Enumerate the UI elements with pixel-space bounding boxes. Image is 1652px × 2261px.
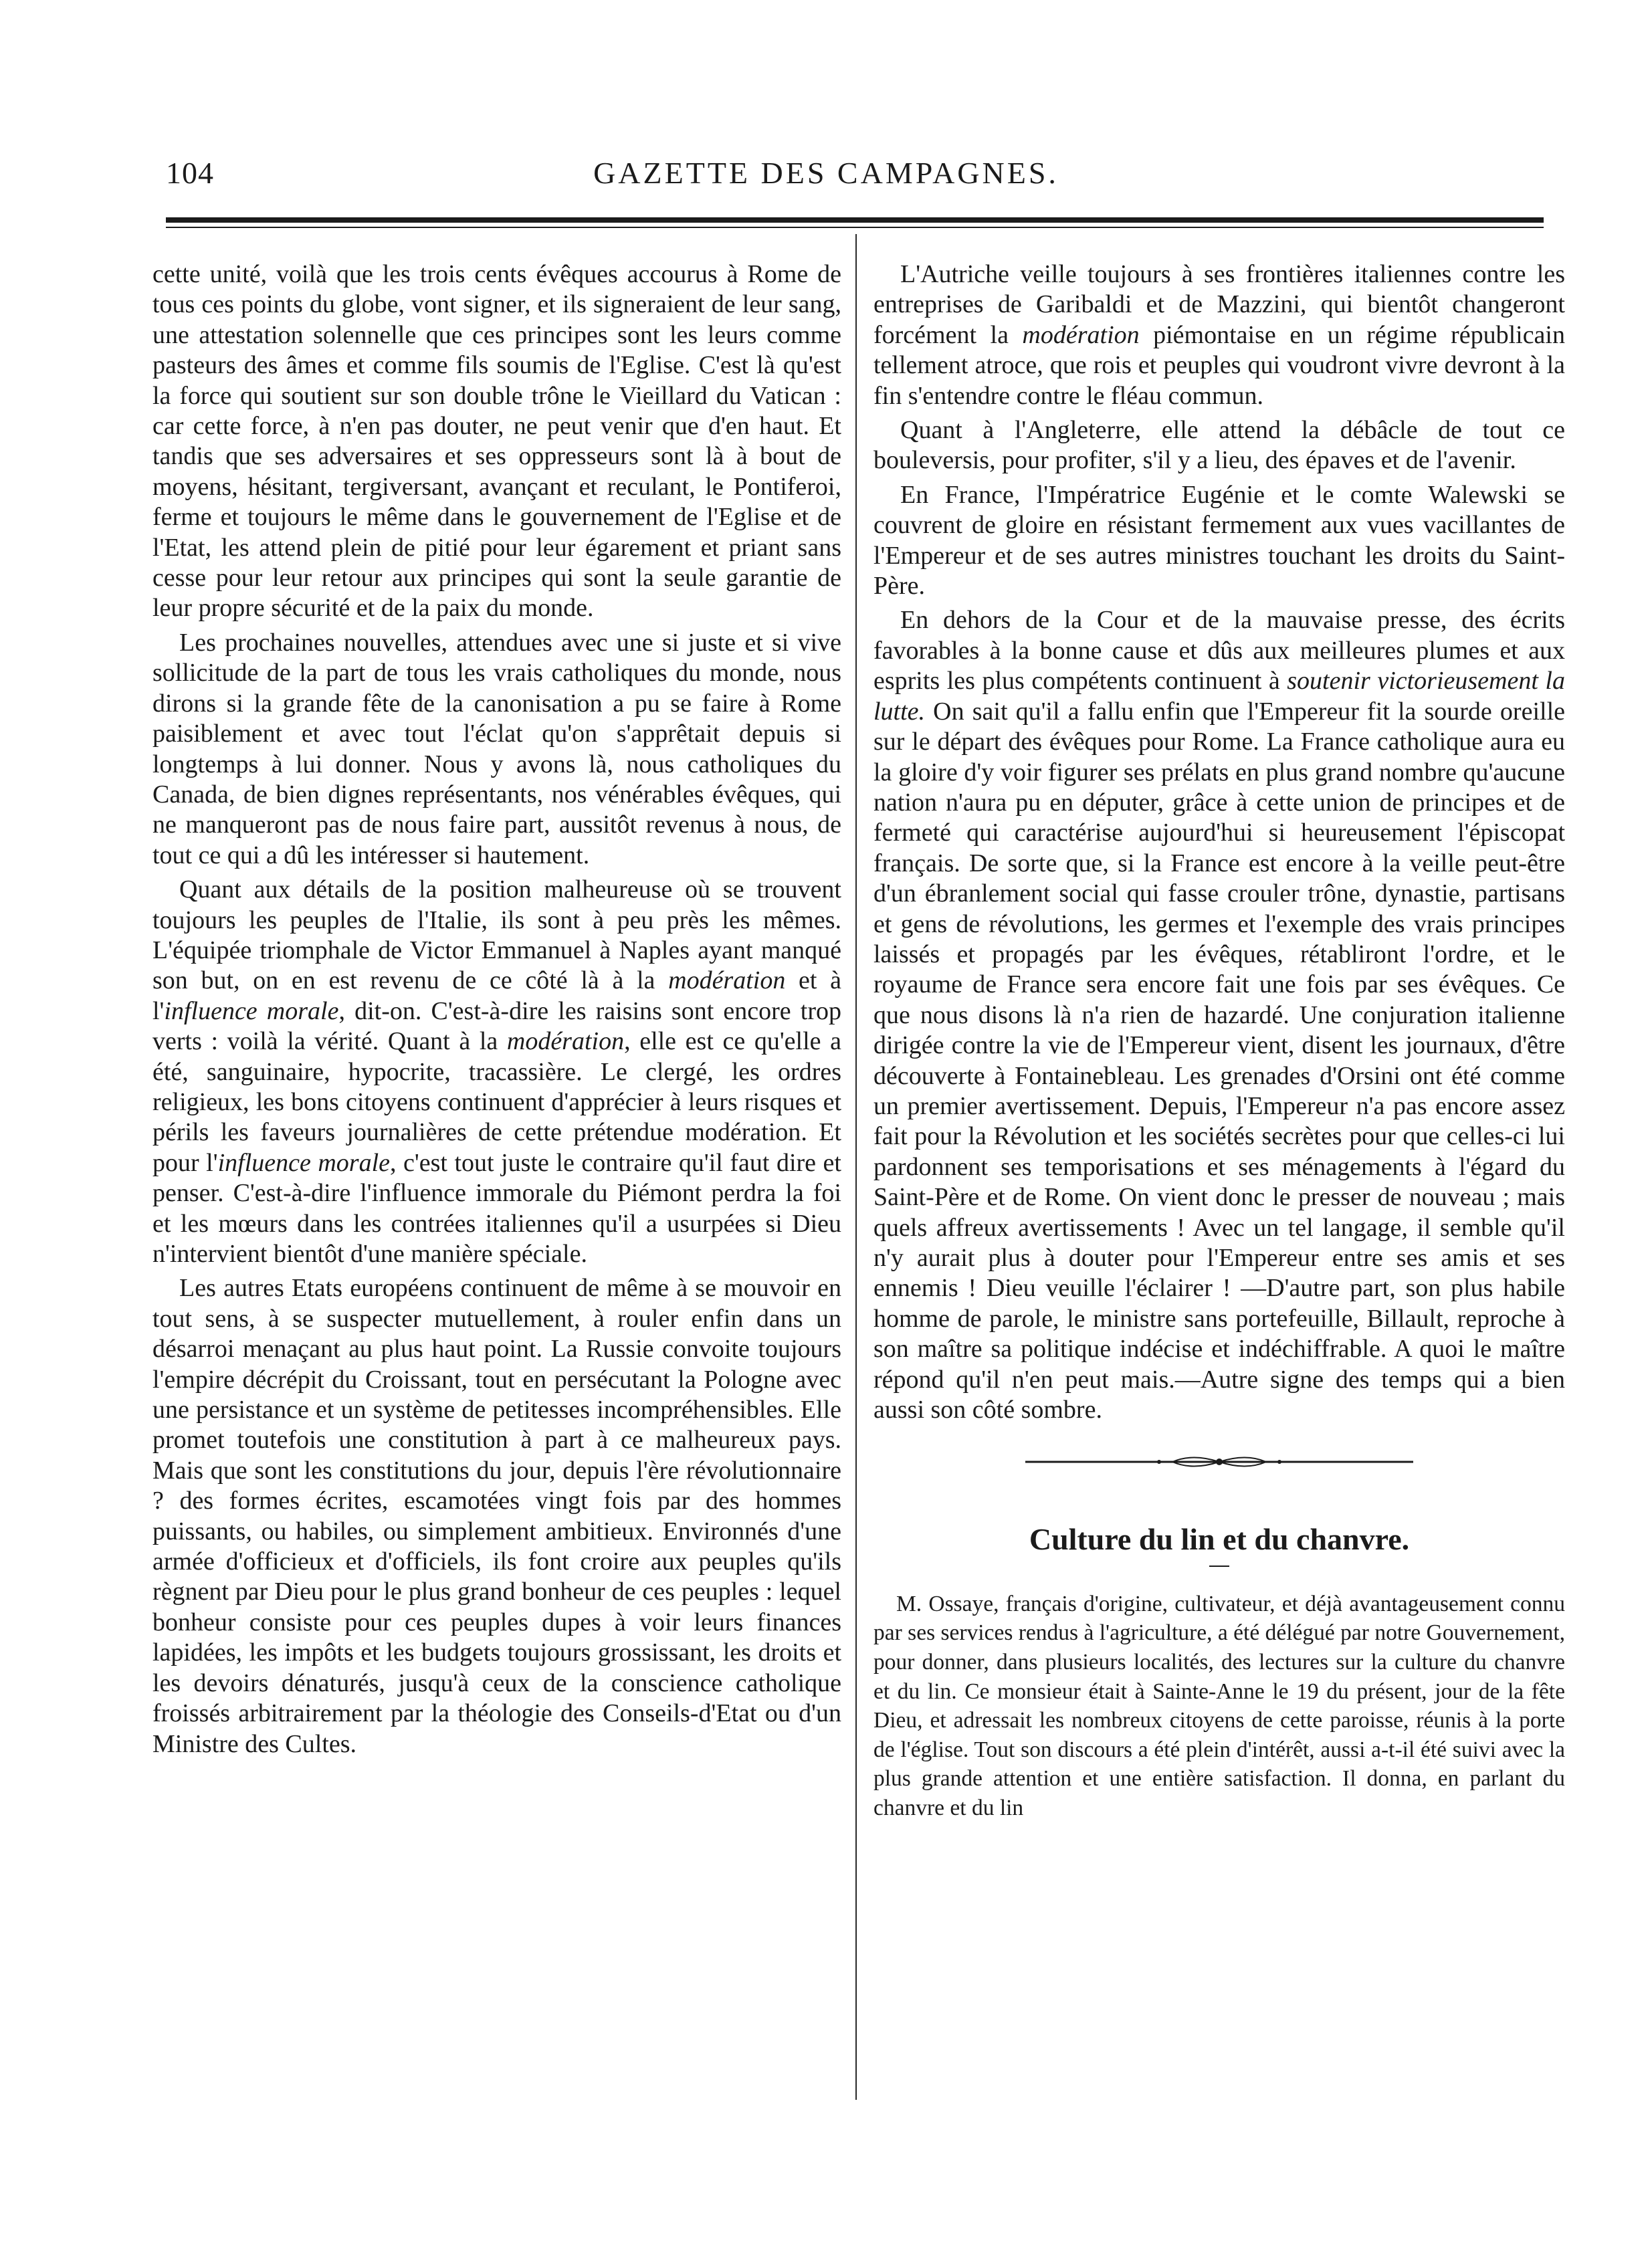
text-run: On sait qu'il a fallu enfin que l'Empereur fit la sourde oreille sur le départ des évêques pour Rome. La France catholique aura eu la gloire d'y voir figurer ses prélats en plus grand nombre qu'aucune nation n'aura pu en députer, grâce à cette union de principes et de fermeté qui caractérise aujourd'hui si heureusement l'épiscopat français. De sorte que, si la France est encore à la veille peut-être d'un ébranlement social qui fasse crouler trône, dynastie, partisans et gens de révolutions, les germes et l'exemple des vrais principes laissés et propagés par les évêques, rétabliront l'ordre, et le royaume de France sera encore fait une fois par ses évêques. Ce que nous disons là n'a rien de hazardé. Une conjuration italienne dirigée contre la vie de l'Empereur vient, disent les journaux, d'être découverte à Fontainebleau. Les grenades d'Orsini ont été comme un premier avertissement. Depuis, l'Empereur n'a pas encore assez fait pour la Révolution et les sociétés secrètes pour que celles-ci lui pardonnent ses temporisations et ses ménagements à l'égard du Saint-Père et de Rome. On vient donc le presser de nouveau ; mais quels affreux avertissements ! Avec un tel langage, il semble qu'il n'y aurait plus à douter pour l'Empereur entre ses amis et ses ennemis ! Dieu veuille l'éclairer ! —D'autre part, son plus habile homme de parole, le ministre sans portefeuille, Billault, reproche à son maître sa politique indécise et indéchiffrable. A quoi le maître répond qu'il n'en peut mais.—Autre signe des temps qui a bien aussi son côté sombre. [873,697,1565,1424]
text-run: Quant à l'Angleterre, elle attend la débâcle de tout ce bouleversis, pour profiter, s'il y a lieu, des épaves et de l'avenir. [873,416,1565,475]
section-heading: Culture du lin et du chanvre. [1029,1522,1410,1557]
text-run: piémontaise en un régime républicain tellement atroce, que rois et peuples qui voudront vivre devront à la fin s'entendre contre le fléau commun. [873,320,1565,410]
article-body [873,1590,1565,1823]
text-run: En France, l'Impératrice Eugénie et le comte Walewski se couvrent de gloire en résistant fermement aux vues vacillantes de l'Empereur et de ses autres ministres touchant les droits du Saint-Père. [873,480,1565,601]
italic-run: soutenir victorieusement la lutte. [873,667,1565,726]
paragraph [152,1273,841,1759]
column-divider [855,234,857,2100]
paragraph [152,628,841,871]
text-run: M. Ossaye, français d'origine, cultivateur, et déjà avantageusement connu par ses services rendus à l'agriculture, a été délégué par notre Gouvernement, pour donner, dans plusieurs localités, des lectures sur la culture du chanvre et du lin. Ce monsieur était à Sainte-Anne le 19 du présent, jour de la fête Dieu, et adressait les nombreux citoyens de cette paroisse, réunis à la porte de l'église. Tout son discours a été plein d'intérêt, aussi a-t-il été suivi avec la plus grande attention et une entière satisfaction. Il donna, en parlant du chanvre et du lin [873,1591,1565,1820]
italic-run: modération [1022,320,1140,349]
italic-run: modération [668,966,786,995]
paragraph [873,415,1565,476]
text-run: En dehors de la Cour et de la mauvaise presse, des écrits favorables à la bonne cause et dûs aux meilleures plumes et aux esprits les plus compétents continuent à [873,606,1565,695]
heading-dash [1209,1566,1229,1567]
header-rule-thin [166,227,1544,228]
text-run: cette unité, voilà que les trois cents évêques accourus à Rome de tous ces points du globe, vont signer, et ils signeraient de leur sang, une attestation solennelle que ces principes sont les leurs comme pasteurs des âmes et comme fils soumis de l'Eglise. C'est là qu'est la force qui soutient sur son double trône le Vieillard du Vatican : car cette force, à n'en pas douter, ne peut venir que d'en haut. Et tandis que ses adversaires et ses oppresseurs sont là à bout de moyens, hésitant, tergiversant, avançant et reculant, le Pontiferoi, ferme et toujours le même dans le gouvernement de l'Eglise et de l'Etat, les attend plein de pitié pour leur égarement et priant sans cesse pour leur retour aux principes qui sont la seule garantie de leur propre sécurité et de la paix du monde. [152,260,841,623]
italic-run: modération [506,1027,625,1056]
right-column [873,259,1565,1823]
paragraph [152,259,841,624]
text-run: Les prochaines nouvelles, attendues avec une si juste et si vive sollicitude de la part de tous les vrais catholiques du monde, nous dirons si la grande fête de la canonisation a pu se faire à Rome paisiblement et avec tout l'éclat qu'on s'apprêtait depuis si longtemps à lui donner. Nous y avons là, nous catholiques du Canada, de bien dignes représentants, nos vénérables évêques, qui ne manqueront pas de nous faire part, aussitôt revenus à nous, de tout ce qui a dû les intéresser si hautement. [152,628,841,869]
text-run: et à l' [152,966,841,1025]
text-run: Quant aux détails de la position malheureuse où se trouvent toujours les peuples de l'Italie, ils sont à peu près les mêmes. L'équipée triomphale de Victor Emmanuel à Naples ayant manqué son but, on en est revenu de ce côté là à la [152,875,841,995]
text-run: L'Autriche veille toujours à ses frontières italiennes contre les entreprises de Garibaldi et de Mazzini, qui bientôt changeront forcément la [873,260,1565,349]
text-run: , dit-on. C'est-à-dire les raisins sont encore trop verts : voilà la vérité. Quant à la [152,996,841,1056]
text-run: , elle est ce qu'elle a été, sanguinaire, hypocrite, tracassière. Le clergé, les ordres religieux, les bons citoyens continuent d'apprécier à leurs risques et périls les faveurs journalières de cette prétendue modération. Et pour l' [152,1027,841,1177]
ornament-rule-icon [1025,1452,1413,1472]
paragraph [873,259,1565,411]
paragraph [152,875,841,1269]
text-run: , c'est tout juste le contraire qu'il faut dire et penser. C'est-à-dire l'influence immorale du Piémont perdra la foi et les mœurs dans les contrées italiennes qu'il a usurpées si Dieu n'intervient bientôt d'une manière spéciale. [152,1148,841,1268]
paragraph [873,605,1565,1425]
italic-run: influence morale [217,1148,391,1177]
left-column [152,259,841,1759]
text-run: Les autres Etats européens continuent de même à se mouvoir en tout sens, à se suspecter mutuellement, à rouler enfin dans un désarroi menaçant au plus haut point. La Russie convoite toujours l'empire décrépit du Croissant, tout en persécutant la Pologne avec une persistance et un système de petitesses incompréhensibles. Elle promet toutefois une constitution à part à ce malheureux pays. Mais que sont les constitutions du jour, depuis l'ère révolutionnaire ? des formes écrites, escamotées vingt fois par des hommes puissants, ou habiles, ou simplement ambitieux. Environnés d'une armée d'officieux et d'officiels, ils font croire aux peuples qu'ils règnent par Dieu pour le plus grand bonheur de ces peuples : lequel bonheur consiste pour ces peuples dupes à voir leurs finances lapidées, les impôts et les budgets toujours grossissant, les droits et les devoirs dénaturés, jusqu'à ceux de la conscience catholique froissés arbitrairement par la théologie des Conseils-d'Etat ou d'un Ministre des Cultes. [152,1274,841,1758]
paragraph [873,480,1565,602]
header-rule-thick [166,217,1544,223]
italic-run: influence morale [164,996,339,1025]
running-head: GAZETTE DES CAMPAGNES. [593,156,1059,190]
page-number: 104 [166,156,214,190]
paragraph [873,1590,1565,1823]
